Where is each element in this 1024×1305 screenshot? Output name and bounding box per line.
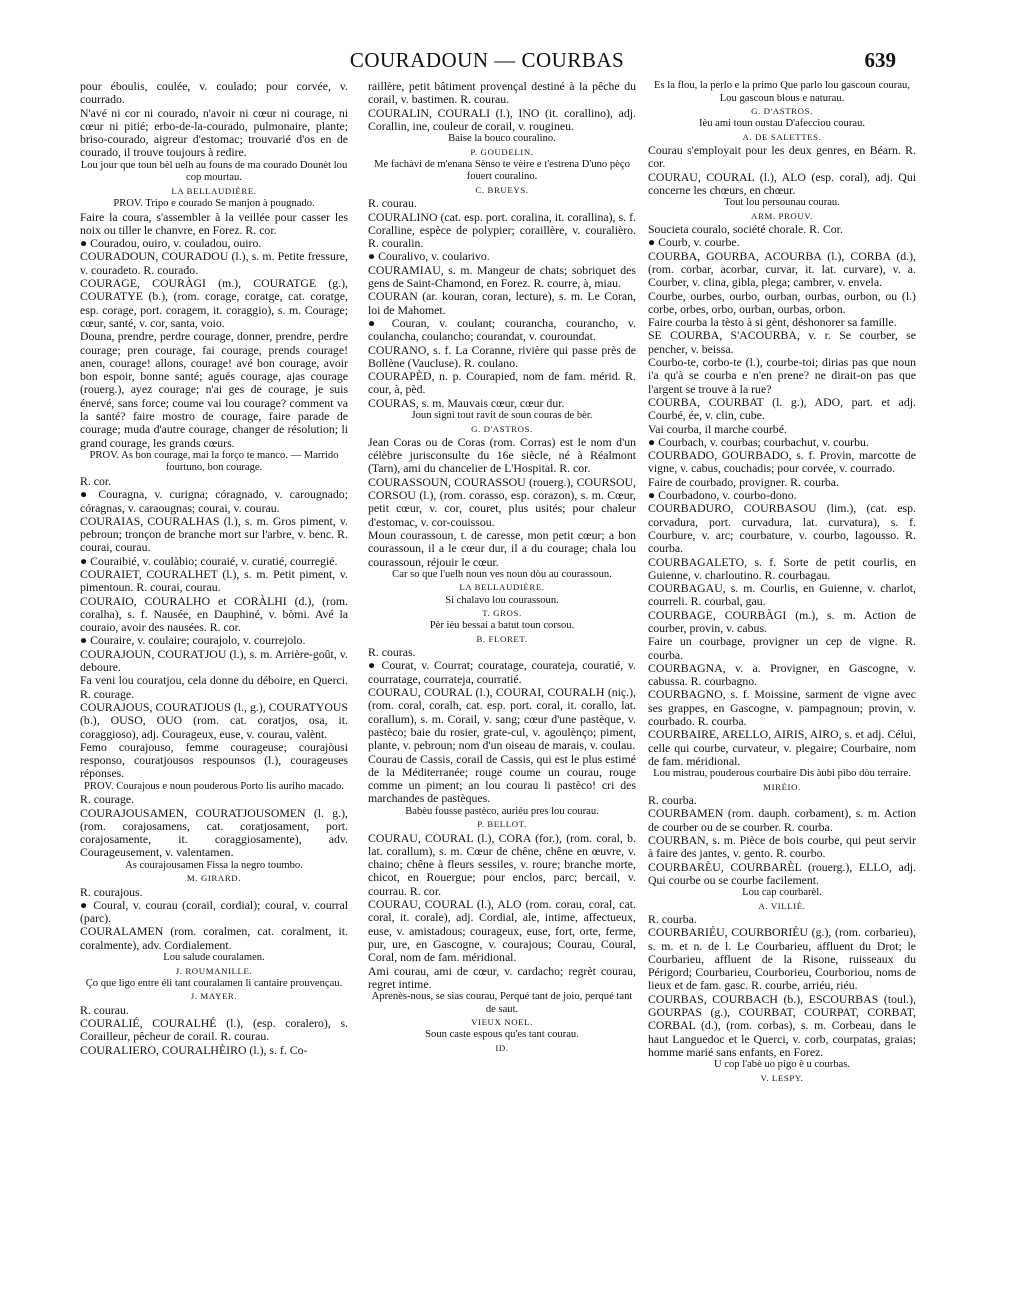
entry-text: Jean Coras ou de Coras (rom. Corras) est le nom d'un célèbre jurisconsulte du 16e siècle, né à Réalmont (Tarn), ami du chancelier de L'Hospital. R. cor. <box>368 434 636 476</box>
entry-text: raillère, petit bâtiment provençal destiné à la pêche du corail, v. bastimen. R. courau. <box>368 80 636 107</box>
entry-text: R. cor. <box>80 473 112 488</box>
quotation: Babèu fousse pastèco, auriéu pres lou courau. <box>405 805 599 817</box>
entry-text: Moun courassoun, t. de caresse, mon petit cœur; a bon courassoun, il a le cœur dur, il a du courage; chala lou courassoun, réjouir le cœur. <box>368 527 636 569</box>
entry-text: COURBAGNA, v. a. Provigner, en Gascogne, v. cabussa. R. courbagno. <box>648 660 916 689</box>
entry-text: COURAU, COURAL (l.), CORA (for.), (rom. coral, b. lat. corallum), s. m. Cœur de chêne, chêne en œuvre, v. chaino; chêne à fleurs sessiles, v. roure; branche morte, chicot, en Rouergue; pour enclos, parc; bercail, v. courrau. R. cor. <box>368 830 636 898</box>
entry-text: N'avé ni cor ni courado, n'avoir ni cœur ni courage, ni cœur ni pitié; erbo-de-la-courado, pulmonaire, plante; briso-courado, aigreur d'estomac; trouvarié d'os en de courado, il trouve toujours à redire. <box>80 105 348 160</box>
entry-text: COURBAMEN (rom. dauph. corbament), s. m. Action de courber ou de se courber. R. courba. <box>648 806 916 834</box>
quotation: Me fachàvi de m'enana Sènso te vèire e t'estrena D'uno pèço fouert couralino. <box>374 158 630 183</box>
entry-text: Courau de Cassis, corail de Cassis, qui est le plus estimé de la Méditerranée; rouge coume un courau, rouge comme un piment; an lou courau li pastèco! cri des marchandes de pastèques. <box>368 751 636 806</box>
entry-text: COURBAN, s. m. Pièce de bois courbe, qui peut servir à faire des jantes, v. gento. R. courbo. <box>648 832 916 861</box>
column-middle <box>368 80 636 1295</box>
entry-text: SE COURBA, S'ACOURBA, v. r. Se courber, se pencher, v. beissa. <box>648 328 916 356</box>
entry-text: Soucieta couralo, société chorale. R. Cor. <box>648 222 843 237</box>
quotation: Joun sìgni tout ravit de soun couras de bèr. <box>411 410 593 422</box>
entry-text: COURBADO, GOURBADO, s. f. Provin, marcotte de vigne, v. cabus, couchadis; pour corvée, v. courrado. <box>648 448 916 476</box>
attribution: P. BELLOT. <box>477 819 527 830</box>
entry-text: ● Courb, v. courbe. <box>648 235 740 250</box>
entry-text: Courau s'employait pour les deux genres, en Béarn. R. cor. <box>648 143 916 171</box>
entry-text: COURAU, COURAL (l.), COURAI, COURALH (niç.), (rom. coral, coralh, cat. esp. port. coral, it. corallo, lat. corallum), s. m. Corail, v. sang; cœur d'une pastèque, v. pastèco; baie du rosier, grate-cul, v. agoulènço; piment, plante, v. pebroun; nom d'un oiseau de marais, v. coulau. <box>368 685 636 753</box>
entry-text: COURAU, COURAL (l.), ALO (rom. corau, coral, cat. coral, it. corale), adj. Cordial, ale, intime, affectueux, euse, v. amistadous; courageux, euse, fort, orte, ferme, pur, ure, en Gascogne, v. courajous; Courau, Coural, Coral, nom de fam. méridional. <box>368 897 636 965</box>
entry-text: COURAGE, COURÀGI (m.), COURATGE (g.), COURATYE (b.), (rom. corage, coratge, cat. coratge, esp. corage, port. coragem, it. coraggio), s. m. Courage; cœur, santé, v. cor, santa, voio. <box>80 276 348 330</box>
quotation: PROV. Courajous e noun pouderous Porto lis auriho macado. <box>84 780 344 792</box>
entry-text: COURADOUN, COURADOU (l.), s. m. Petite fressure, v. couradeto. R. courado. <box>80 249 348 277</box>
quotation: PROV. As bon courage, mai la forço te manco. — Marrido fourtuno, bon courage. <box>89 449 339 474</box>
entry-text: COURANO, s. f. La Coranne, rivière qui passe près de Bollène (Vaucluse). R. coulano. <box>368 342 636 370</box>
quotation: Lou mistrau, pouderous courbaire Dis àubi pibo dòu terraire. <box>653 768 911 780</box>
entry-text: COURAIAS, COURALHAS (l.), s. m. Gros piment, v. pebroun; tronçon de branche mort sur l'arbre, v. benc. R. courai, courau. <box>80 513 348 555</box>
attribution: LA BELLAUDIÈRE. <box>459 582 545 593</box>
attribution: LA BELLAUDIÈRE. <box>171 185 257 196</box>
entry-text: ● Couralivo, v. coularivo. <box>368 249 490 264</box>
quotation: Lou cap courbarèl. <box>742 887 822 899</box>
column-left <box>80 80 348 1295</box>
attribution: ARM. PROUV. <box>751 210 813 221</box>
quotation: Ço que ligo entre éli tant couralamen li cantaire prouvençau. <box>85 977 343 989</box>
entry-text: Faire la coura, s'assembler à la veillée pour casser les noix ou tiller le chanvre, en Forez. R. cor. <box>80 209 348 237</box>
entry-text: ● Coural, v. courau (corail, cordial); coural, v. courral (parc). <box>80 897 348 926</box>
entry-text: COURAS, s. m. Mauvais cœur, cœur dur. <box>368 395 565 410</box>
entry-text: ● Couradou, ouiro, v. couladou, ouiro. <box>80 236 262 251</box>
entry-text: R. courage. <box>80 792 135 807</box>
running-head: COURADOUN — COURBAS <box>349 48 625 72</box>
attribution: ID. <box>495 1042 509 1053</box>
entry-text: ● Couran, v. coulant; courancha, couranchо, v. coulancha, coulancho; courandat, v. couroundat. <box>368 315 636 344</box>
attribution: P. GOUDELIN. <box>470 146 534 157</box>
entry-text: R. courba. <box>648 793 697 808</box>
entry-text: COURALINO (cat. esp. port. coralina, it. corallina), s. f. Coralline, espèce de polypier; coraillère, v. couralièro. R. couralin. <box>368 209 636 251</box>
entry-text: R. courajous. <box>80 884 143 899</box>
entry-text: Courbe, ourbes, ourbo, ourban, ourbas, ourbon, ou (l.) corbe, orbes, orbo, ourban, ourbas, orbon. <box>648 288 916 316</box>
quotation: Si chalavo lou courassoun. <box>445 594 559 606</box>
page-header <box>78 48 896 78</box>
entry-text: COURBAGNO, s. f. Moissine, sarment de vigne avec ses grappes, en Gascogne, v. pampagnoun; provin, v. courbado. R. courba. <box>648 687 916 729</box>
entry-text: COURBAGAU, s. m. Courlis, en Guienne, v. charlot, courreli. R. courbal, gau. <box>648 581 916 609</box>
entry-text: R. courba. <box>648 911 697 926</box>
entry-text: ● Couraibié, v. coulàbio; couraié, v. curatié, courregié. <box>80 553 338 568</box>
attribution: MIRÈIO. <box>763 781 801 792</box>
attribution: A. VILLIÉ. <box>758 900 806 911</box>
entry-text: COURALAMEN (rom. coralmen, cat. coralment, it. coralmente), adv. Cordialement. <box>80 924 348 952</box>
entry-text: R. courau. <box>80 1002 129 1017</box>
entry-text: COURBAGALETO, s. f. Sorte de petit courlis, en Guienne, v. charloutino. R. courbagau. <box>648 554 916 582</box>
entry-text: COURAJOUS, COURATJOUS (l., g.), COURATYOUS (b.), OUSO, OUO (rom. cat. coratjos, osa, it. coraggioso), adj. Courageux, euse, v. courau, valènt. <box>80 699 348 741</box>
entry-text: Fa veni lou couratjou, cela donne du déboire, en Querci. R. courage. <box>80 673 348 701</box>
quotation: As courajousamen Fissa la negro toumbo. <box>125 859 303 871</box>
entry-text: COURAU, COURAL (l.), ALO (esp. coral), adj. Qui concerne les chœurs, en chœur. <box>648 169 916 197</box>
quotation: Es la flou, la perlo e la primo Que parlo lou gascoun courau, Lou gascoun blous e naturau. <box>654 80 910 104</box>
entry-text: ● Courbach, v. courbas; courbachut, v. courbu. <box>648 434 869 449</box>
entry-text: COURBADURO, COURBASOU (lim.), (cat. esp. corvadura, port. curvadura, lat. curvatura), s. f. Courbure, v. arc; courbature, v. courbo, lagousso. R. courba. <box>648 501 916 556</box>
entry-text: COURBARÈU, COURBARÈL (rouerg.), ELLO, adj. Qui courbe ou se courbe facilement. <box>648 859 916 887</box>
entry-text: pour éboulis, coulée, v. coulado; pour corvée, v. courrado. <box>80 80 348 107</box>
entry-text: Courbo-te, corbo-te (l.), courbe-toi; dirias pas que noun i'a qu'à se courba e n'en prene? ne dirait-on pas que l'argent se trouve à la rue? <box>648 355 916 396</box>
entry-text: ● Couragna, v. curigna; córagnado, v. carougnado; córagnas, v. caraougnas; courai, v. courau. <box>80 487 348 515</box>
attribution: VIEUX NOEL. <box>471 1017 533 1028</box>
entry-text: COURAMIAU, s. m. Mangeur de chats; sobriquet des gens de Saint-Chamond, en Forez. R. courre, à, miau. <box>368 262 636 291</box>
quotation: Pèr ièu bessai a batut toun corsou. <box>429 620 575 632</box>
entry-text: ● Couraire, v. coulaire; courajolo, v. courrejolo. <box>80 633 306 648</box>
entry-text: COURAIO, COURALHO et CORÀLHI (d.), (rom. coralha), s. f. Nausée, en Dauphiné, v. bòmi. Avé la couraio, avoir des nausées. R. cor. <box>80 593 348 635</box>
attribution: A. DE SALETTES. <box>742 131 822 142</box>
attribution: G. D'ASTROS. <box>751 106 813 116</box>
entry-text: COURALIN, COURALI (l.), INO (it. corallino), adj. Corallin, ine, couleur de corail, v. rougineu. <box>368 105 636 133</box>
entry-text: Ami courau, ami de cœur, v. cardacho; regrèt courau, regret intime. <box>368 963 636 991</box>
attribution: J. ROUMANILLE. <box>175 965 253 976</box>
attribution: T. GROS. <box>482 608 522 619</box>
quotation: Car so que l'uelh noun ves noun dòu au courassoun. <box>392 568 612 580</box>
attribution: V. LESPY. <box>760 1072 804 1083</box>
quotation: U cop l'abè uo pigo è u courbas. <box>713 1059 851 1071</box>
entry-text: R. courau. <box>368 196 417 211</box>
entry-text: COURAJOUSAMEN, COURATJOUSOMEN (l. g.), (rom. corajosamens, cat. coratjosament, port. corajosamente, it. coraggiosamente), adv. Courageusement, v. valentamen. <box>80 805 348 860</box>
quotation: Lou jour que toun bèl uelh au founs de ma courado Dounèt lou cop mourtau. <box>80 159 348 184</box>
attribution: G. D'ASTROS. <box>471 423 533 434</box>
entry-text: COURAN (ar. kouran, coran, lecture), s. m. Le Coran, loi de Mahomet. <box>368 289 636 317</box>
attribution: C. BRUEYS. <box>475 184 529 195</box>
entry-text: COURBARIÉU, COURBORIÉU (g.), (rom. corbarieu), s. m. et n. de l. Le Courbarieu, affluent du Drot; le Courbarieu, affluent de la Risone, ruisseaux du Périgord; Courbarieu, Courborieu, Courboriou, noms de lieux et de fam. gasc. R. courbe, arriéu, riéu. <box>648 925 916 993</box>
quotation: Baise la bouco couralino. <box>448 133 556 145</box>
entry-text: COURBAIRE, ARELLO, AIRIS, AIRO, s. et adj. Céluі, celle qui courbe, curvateur, v. plegaire; Courbaire, nom de fam. méridional. <box>648 727 916 768</box>
attribution: B. FLORET. <box>476 633 528 644</box>
entry-text: Femo courajouso, femme courageuse; courajòusi responso, couratjousos respounsos (l.), courageuses réponses. <box>80 739 348 781</box>
quotation: Tout lou persounau courau. <box>724 197 840 209</box>
entry-text: Faire courba la tèsto à si gènt, déshonorer sa famille. <box>648 315 897 330</box>
entry-text: COURAIET, COURALHET (l.), s. m. Petit piment, v. pimentoun. R. courai, courau. <box>80 567 348 595</box>
attribution: M. GIRARD. <box>186 873 242 884</box>
quotation: Aprenès-nous, se sias courau, Perqué tant de joio, perqué tant de saut. <box>371 991 633 1015</box>
entry-text: Vai courba, il marche courbé. <box>648 421 787 436</box>
entry-text: COURALIÉ, COURALHÉ (l.), (esp. coralero), s. Corailleur, pêcheur de corail. R. courau. <box>80 1015 348 1044</box>
entry-text: COURBAGE, COURBÀGI (m.), s. m. Action de courber, provin, v. cabus. <box>648 607 916 635</box>
page-number: 639 <box>864 48 896 72</box>
entry-text: COURAJOUN, COURATJOU (l.), s. m. Arrière-goût, v. deboure. <box>80 646 348 675</box>
entry-text: COURBA, COURBAT (l. g.), ADO, part. et adj. Courbé, ée, v. clin, cube. <box>648 394 916 423</box>
entry-text: Douna, prendre, perdre courage, donner, prendre, perdre courage; pren courage, fai courage, prends courage! anen, courage! allons, courage! avé bon courage, avoir bon espoir, bonne santé; agués courage, ajas courage (rouerg.), ayez courage; n'ai ges de courage, je suis énervé, sans force; coume vai lou courage? comment va la santé? faire mostro de courage, faire parade de courage; muda d'autre courage, changer de résolution; li grand courage, les grands cœurs. <box>80 329 348 450</box>
attribution: J. MAYER. <box>190 991 238 1002</box>
quotation: Lou salude couralamen. <box>163 952 265 964</box>
entry-text: ● Courbadono, v. courbo-dono. <box>648 488 797 503</box>
entry-text: R. couras. <box>368 645 416 660</box>
entry-text: COURALIERO, COURALHÈIRO (l.), s. f. Co- <box>80 1042 308 1057</box>
entry-text: ● Courat, v. Courrat; couratage, couratеja, couratié, v. courratagе, courrateja, courratié. <box>368 658 636 686</box>
entry-text: COURBAS, COURBACH (b.), ESCOURBAS (toul.), GOURPAS (g.), COURBAT, COURPAT, CORBAT, CORBAL (d.), (rom. corbas), s. m. Corbeau, dans le haut Languedoc et le Querci, v. corb, courpatas, graias; homme marié sans enfants, en Forez. <box>648 991 916 1059</box>
quotation: Soun caste espous qu'es tant courau. <box>425 1029 579 1041</box>
entry-text: COURBA, GOURBA, ACOURBA (l.), CORBA (d.), (rom. corbar, acorbar, curvar, it. lat. curvare), v. a. Courber, v. clina, gibla, plega; cambrer, v. envela. <box>648 248 916 290</box>
entry-text: COURASSOUN, COURASSOU (rouerg.), COURSOU, CORSOU (l.), (rom. corasso, esp. corazon), s. m. Cœur, petit cœur, v. cor, couret, plus usités; pour chaleur d'estomac, v. cor-couissou. <box>368 474 636 529</box>
column-right <box>648 80 916 1295</box>
entry-text: Faire un courbage, provigner un cep de vigne. R. courba. <box>648 634 916 662</box>
entry-text: COURAPÈD, n. p. Courapied, nom de fam. mérid. R. cour, à, pèd. <box>368 369 636 397</box>
quotation: Ièu ami toun oustau D'afecciou courau. <box>698 118 866 130</box>
entry-text: Faire de courbado, provigner. R. courba. <box>648 474 839 489</box>
quotation: PROV. Tripo e courado Se manjon à pougnado. <box>113 198 315 210</box>
